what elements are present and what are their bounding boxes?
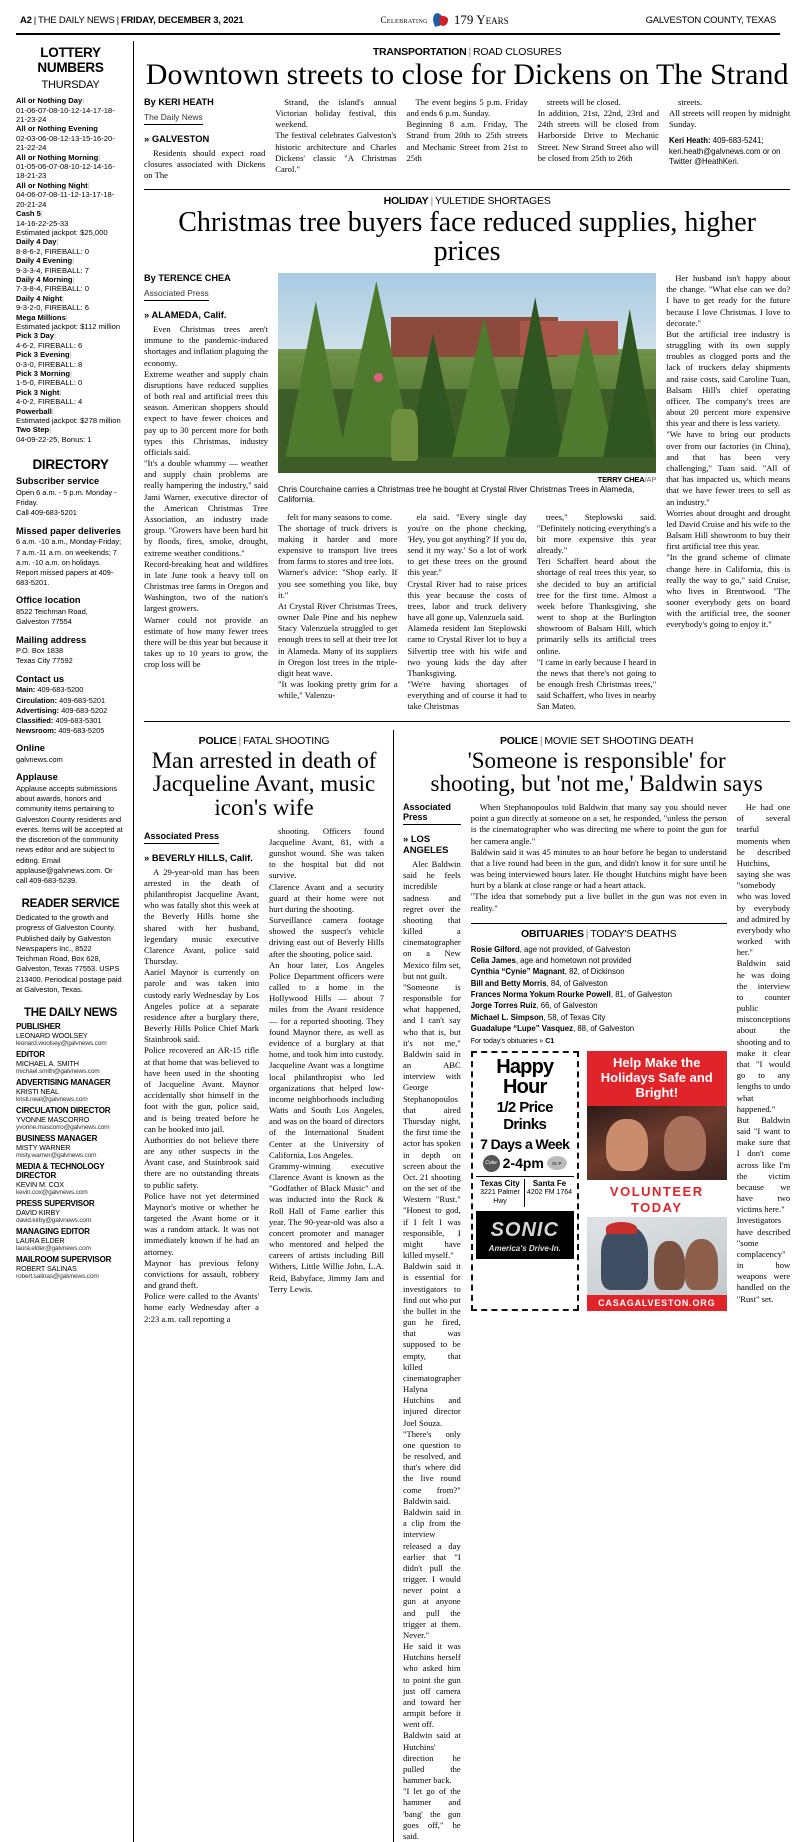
staff-entry: MAILROOM SUPERVISOR ROBERT SALINAS robert.salinas@galvnews.com [16, 1254, 112, 1280]
lottery-item: Pick 3 Morning| 1-5-0, FIREBALL: 0 [16, 369, 83, 388]
dateline: » LOS ANGELES [403, 833, 449, 856]
body-text: He had one of several tearful moments when he described Hutchins, saying she was "somebody who was loved by everybody and admired by everybody who worked with her." Baldwin said he was doing the interview to counter public misconceptions about the shooting and to make it clear that "I would go to any lengths to undo what happened." But Baldwin said "I want to make sure that I don't come across like I'm the victim because we have two victims here." Investigators have described "some complacency" in how weapons were handled on the "Rust" set. [736, 802, 791, 1304]
kicker-avant: POLICE | FATAL SHOOTING [198, 734, 330, 747]
obituaries-jump-link[interactable]: For today's obituaries » C1 [470, 1038, 555, 1046]
story-transportation [144, 46, 790, 190]
dr-pepper-logo-icon: Dr P [547, 1156, 567, 1170]
contact-line: Advertising: 409-683-5202 [16, 705, 108, 715]
phone-advertising[interactable]: 409-683-5202 [61, 705, 108, 715]
casa-photo-family [587, 1217, 727, 1295]
byline-source: The Daily News [144, 112, 203, 125]
ad-location: Santa Fe 4202 FM 1764 [526, 1178, 573, 1197]
story-avant [144, 730, 394, 1842]
column [471, 802, 727, 1842]
body-text: streets. All streets will reopen by midnight Sunday. [669, 96, 791, 130]
reader-service-text: Dedicated to the growth and progress of Galveston County. Published daily by Galveston Newspapers Inc., 8522 Teichman Road, Box 628, Galveston, Texas 77553. USPS 213400. Periodical postage paid at Galveston, Texas. [16, 913, 122, 994]
column [144, 273, 268, 713]
obituaries-list [471, 944, 727, 1034]
casa-cta: VOLUNTEER TODAY [609, 1183, 704, 1215]
staff-entry: EDITOR MICHAEL A. SMITH michael.smith@galvnews.com [16, 1049, 100, 1075]
lottery-list [16, 96, 125, 444]
ads-row [471, 1051, 727, 1311]
directory-entry: Office location 8522 Teichman Road, Galveston 77554 [16, 595, 88, 627]
directory-title: DIRECTORY [32, 457, 109, 473]
page-number: A2 [20, 14, 32, 26]
body-text: trees," Steplowski said. "Definitely noticing everything's a bit more expensive this year already." Teri Schaffert heard about the shortage of real trees this year, so she decided to buy an artificial tree for the first time. Almost a week before Thanksgiving, she went to shop at the Burlington showroom of Balsam Hill, which primarily sells its artificial trees online. "I came in early because I heard in the news that there's not going to be enough fresh Christmas trees," said Schaffert, who lives in nearby San Mateo. [536, 511, 657, 712]
lottery-day: THURSDAY [41, 79, 100, 92]
column [278, 512, 397, 713]
column [669, 97, 790, 182]
phone-main[interactable]: 409-683-5200 [37, 685, 84, 695]
body-text: Alec Baldwin said he feels incredible sadness and regret over the shooting that killed a cinematographer on a New Mexico film set, but not guilt. "Someone is responsible for what happened, and I can't say who that is, but it's not me," Baldwin said in an ABC interview with George Stephanopoulos that aired Thursday night, the first time the actor has spoken in depth on screen about the Oct. 21 shooting on the set of the Western "Rust." "Honest to god, if I felt I was responsible, I might have killed myself." Baldwin said it is essential for investigators to find out who put the bullet in the gun he fired, that was supposed to be empty, that killed cinematographer Halyna Hutchins and injured director Joel Souza. "There's only one question to be resolved, and that's where did the live round come from?" Baldwin said. Baldwin said in a clip from the interview released a day earlier that "I didn't pull the trigger. I would never point a gun at anyone and pull the trigger at them. Never." He said it was Hutchins herself who asked him to point the gun just off camera and toward her armpit before it went off. Baldwin said at Hutchins' direction he pulled the hammer back. "I let go of the hammer and 'bang' the gun goes off," he said. [403, 859, 461, 1841]
obituary-entry[interactable]: Celia James, age and hometown not provided [470, 956, 632, 966]
lottery-item: Daily 4 Evening| 9-3-3-4, FIREBALL: 7 [16, 256, 90, 275]
obituary-entry[interactable]: Frances Norma Yokum Rourke Powell, 81, of Galveston [470, 989, 672, 999]
story-baldwin [394, 730, 790, 1842]
contact-line: Classified: 409-683-5301 [16, 715, 102, 725]
obituary-entry[interactable]: Bill and Betty Morris, 84, of Galveston [470, 978, 608, 988]
lottery-title: LOTTERY NUMBERS [37, 45, 104, 76]
phone-newsroom[interactable]: 409-683-5205 [58, 726, 105, 736]
lottery-item: All or Nothing Evening 02-03-06-08-12-13-15-16-20-21-22-24 [16, 124, 115, 153]
lottery-item: Pick 3 Evening| 0-3-0, FIREBALL: 8 [16, 350, 83, 369]
staff-entry: CIRCULATION DIRECTOR YVONNE MASCORRO yvonne.mascorro@galvnews.com [16, 1105, 111, 1131]
masthead-center [381, 12, 509, 28]
phone-classified[interactable]: 409-683-5301 [55, 715, 102, 725]
byline: By TERENCE CHEA [144, 273, 231, 284]
kicker-transportation: TRANSPORTATION | ROAD CLOSURES [372, 46, 562, 58]
staff-entry: MEDIA & TECHNOLOGY DIRECTOR KEVIN M. COX kevin.cox@galvnews.com [16, 1161, 105, 1196]
body-text: When Stephanopoulos told Baldwin that many say you should never point a gun directly at someone on a set, he responded, "unless the person is the cinematographer who was directing me where to point the gun for her camera angle." Baldwin said it was 45 minutes to an hour before he began to understand that a live round had been in the gun, and didn't know it for sure until he was being interviewed hours later. He thought Hutchins might have been hurt by a blank at close range or had a heart attack. "The idea that somebody put a live bullet in the gun was not even in reality." [470, 802, 727, 913]
ad-location: Texas City 3221 Palmer Hwy [476, 1179, 526, 1207]
body-text: Her husband isn't happy about the change. "What else can we do? I have to get ready for the future because I love Christmas. I love to decorate." But the artificial tree industry is struggling with its own supply troubles as clogged ports and the lack of truckers delay shipments and raise costs, said Caroline Tuan, Balsam Hill's chief operating officer. The company's trees are about 20 percent more expensive this year and there is less variety. "We have to bring our products over from our factories (in China), and that has been very challenging," Tuan said. "All of that has impacted us, which means that we have fewer trees to sell as an industry." Worries about drought and drought led David Cruise and his wife to the Balsam Hill showroom to buy their first artificial tree this year. "In the grand scheme of climate change here in California, this is really the way to go," said Cruise, who lives in Brentwood. "The sooner everybody gets on board with the artificial tree, the sooner everybody's going to enjoy it." [666, 273, 791, 630]
lottery-item: Daily 4 Morning| 7-3-8-4, FIREBALL: 0 [16, 274, 90, 294]
dateline: » ALAMEDA, Calif. [144, 309, 227, 321]
reporter-contact: Keri Heath: 409-683-5241; keri.heath@galvnews.com or on Twitter @HeathKeri. [669, 136, 781, 166]
headline-avant[interactable]: Man arrested in death of Jacqueline Avant, music icon's wife [151, 747, 377, 821]
lottery-item: Pick 3 Night| 4-0-2, FIREBALL: 4 [16, 387, 83, 407]
body-text: Residents should expect road closures associated with Dickens on The [144, 147, 266, 181]
story-holiday [144, 195, 790, 721]
body-text: The event begins 5 p.m. Friday and ends 6 p.m. Sunday. Beginning 8 a.m. Friday, The Strand from 20th to 25th streets and Mechanic Street from 21st to 25th [406, 96, 528, 163]
byline-source: Associated Press [144, 831, 219, 844]
obituaries-block [471, 923, 727, 1045]
headline-baldwin[interactable]: 'Someone is responsible' for shooting, but 'not me,' Baldwin says [430, 747, 763, 797]
staff-entry: ADVERTISING MANAGER KRISTI NEAL kristi.neal@galvnews.com [16, 1077, 111, 1103]
body-text: ela said. "Every single day you're on the phone checking, 'Hey, you got anything?' If you do, send it my way.' So a lot of work to get these trees on the ground this year." Crystal River had to raise prices this year because the costs of trees, labor and truck delivery have all gone up, Valenzuela said. Alameda resident Ian Steplowski came to Crystal River lot to buy a Silvertip tree with his wife and two young kids the day after Thanksgiving. "We're having shortages of everything and of course it had to take Christmas [407, 511, 527, 712]
kicker-holiday: HOLIDAY | YULETIDE SHORTAGES [383, 195, 551, 208]
masthead-region: GALVESTON COUNTY, TEXAS [645, 14, 776, 26]
column [269, 826, 384, 1325]
galvnews-logo-icon [433, 13, 449, 27]
staff-entry: MANAGING EDITOR LAURA ELDER laura.elder@galvnews.com [16, 1226, 91, 1252]
kicker-obituaries: OBITUARIES | TODAY'S DEATHS [521, 927, 677, 940]
byline-source: Associated Press [144, 288, 209, 301]
body-text: Strand, the island's annual Victorian holiday festival, this weekend. The festival celebrates Galveston's historic architecture and Charles Dickens' classic "A Christmas Carol." [275, 96, 397, 174]
headline-transportation[interactable]: Downtown streets to close for Dickens on The Strand [145, 58, 789, 91]
online-block: Online galvnews.com [16, 743, 125, 765]
photo-column [278, 273, 656, 713]
contact-line: Newsroom: 409-683-5205 [16, 726, 105, 736]
ad-sonic-happy-hour[interactable]: Happy Hour 1/2 Price Drinks 7 Days a Week Coke 2-4pm Dr P Texas City 3221 Palmer Hwy Santa Fe 4202 FM 1764 SONIC America's Drive-In. [471, 1051, 579, 1311]
lottery-item: Daily 4 Day| 8-8-6-2, FIREBALL: 0 [16, 237, 90, 256]
column [407, 512, 526, 713]
column [538, 97, 659, 182]
body-text: shooting. Officers found Jacqueline Avant, 81, with a gunshot wound. She was taken to the hospital but did not survive. Clarence Avant and a security guard at their home were not hurt during the shooting. Surveillance camera footage showed the suspect's vehicle driving east out of Beverly Hills after the shooting, police said. An hour later, Los Angeles Police Department officers were called to a home in the Hollywood Hills — about 7 miles from the Avant residence — for a reported shooting. They found Maynor there, as well as evidence of a burglary at that home, and took him into custody. Jacqueline Avant was a longtime local philanthropist who led organizations that helped low-income neighborhoods including Watts and South Los Angeles, and was on the board of directors of the International Student Center at the University of California, Los Angeles. Grammy-winning executive Clarence Avant is known as the "Godfather of Black Music" and was inducted into the Rock & Roll Hall of Fame earlier this year. The 90-year-old was also a concert promoter and manager who mentored and helped the careers of artists including Bill Withers, Little Willie John, L.A. Reid, Babyface, Jimmy Jam and Terry Lewis. [269, 825, 384, 1294]
lottery-item: Pick 3 Day| 4-6-2, FIREBALL: 6 [16, 331, 83, 350]
obituary-entry[interactable]: Michael L. Simpson, 58, of Texas City [470, 1012, 606, 1022]
ad-casa-galveston[interactable]: Help Make the Holidays Safe and Bright! VOLUNTEER TODAY CASAGALVESTON.ORG [587, 1051, 727, 1311]
directory-entry: Missed paper deliveries 6 a.m. -10 a.m., Monday-Friday; 7 a.m.-11 a.m. on weekends; 7 a.m. -10 a.m. on holidays. Report missed papers at 409-683-5201. [16, 525, 122, 588]
casa-url[interactable]: CASAGALVESTON.ORG [587, 1295, 727, 1311]
website-link[interactable]: galvnews.com [16, 755, 63, 765]
left-rail [16, 41, 134, 1842]
masthead [16, 0, 780, 35]
byline: By KERI HEATH [144, 96, 214, 107]
coca-cola-logo-icon: Coke [483, 1155, 500, 1172]
column [737, 802, 790, 1842]
celebrating-label: Celebrating [380, 15, 428, 25]
body-text: streets will be closed. In addition, 21st, 22nd, 23rd and 24th streets will be closed from Harborside Drive to Mechanic Street. New Strand Street also will be closed from 25th to 26th [537, 96, 659, 163]
masthead-left: A2 | THE DAILY NEWS | FRIDAY, DECEMBER 3, 2021 [20, 14, 244, 26]
staff-list [16, 1022, 125, 1280]
lottery-item: All or Nothing Night| 04-06-07-08-11-12-13-17-18-20-21-24 [16, 180, 115, 209]
lottery-item: Cash 5| 14-16-22-25-33 Estimated jackpot: $25,000 [16, 209, 108, 237]
staff-entry: PUBLISHER LEONARD WOOLSEY leonard.woolsey@galvnews.com [16, 1021, 107, 1047]
obituary-entry[interactable]: Cynthia “Cynie” Magnant, 82, of Dickinson [470, 967, 625, 977]
column [537, 512, 656, 713]
column [407, 97, 528, 182]
sonic-logo-icon: SONIC America's Drive-In. [476, 1211, 574, 1259]
obituary-entry[interactable]: Guadalupe “Lupe” Vasquez, 88, of Galveston [470, 1023, 635, 1033]
issue-date: FRIDAY, DECEMBER 3, 2021 [120, 14, 244, 26]
contact-line: Main: 409-683-5200 [16, 685, 84, 695]
column [144, 97, 265, 182]
contact-block: Contact us Main: 409-683-5200 Circulation: 409-683-5201 Advertising: 409-683-5202 Classified: 409-683-5301 Newsroom: 409-683-5205 [16, 674, 125, 737]
lottery-item: Mega Millions| Estimated jackpot: $112 million [16, 312, 121, 331]
photo-credit: TERRY CHEA/AP [597, 475, 657, 485]
lottery-item: All or Nothing Morning| 01-05-06-07-08-10-12-14-16-18-21-23 [16, 152, 115, 181]
reader-service-title: READER SERVICE [21, 898, 120, 911]
obituary-entry[interactable]: Jorge Torres Ruiz, 66, of Galveston [470, 1001, 598, 1011]
byline-source: Associated Press [403, 802, 461, 825]
obituary-entry[interactable]: Rosie Gilford, age not provided, of Galveston [470, 944, 631, 954]
dateline: » BEVERLY HILLS, Calif. [144, 851, 253, 863]
column [403, 802, 461, 1842]
body-text: Even Christmas trees aren't immune to the pandemic-induced shortages and inflation plaguing the economy. Extreme weather and supply chain disruptions have reduced supplies of both real and artificial trees this season. American shoppers should expect to have fewer choices and pay up to 30 percent more for both types this Christmas, industry officials said. "It's a double whammy — weather and supply chain problems are really hampering the industry," said Jami Warner, executive director of the American Christmas Tree Association, an industry trade group. "Growers have been hard hit by floods, fires, smoke, drought, extreme weather conditions." Record-breaking heat and wildfires in late June took a heavy toll on Christmas tree farms in Oregon and Washington, two of the nation's largest growers. Warner could not provide an estimate of how many fewer trees there will be this year but because it takes up to 10 years to grow, the crop loss will be [144, 324, 268, 670]
column [666, 273, 790, 713]
casa-photo-sparklers [587, 1106, 727, 1180]
column [275, 97, 396, 182]
lottery-item: Two Step| 04-09-22-25, Bonus: 1 [16, 425, 92, 444]
directory-entry: Subscriber service Open 6 a.m. - 5 p.m. Monday -Friday. Call 409-683-5201 [16, 476, 117, 518]
photo-caption: Chris Courchaine carries a Christmas tree he bought at Crystal River Christmas Trees in Alameda, California. [278, 485, 635, 505]
headline-holiday[interactable]: Christmas tree buyers face reduced supplies, higher prices [178, 207, 756, 268]
lottery-item: All or Nothing Day| 01-06-07-08-10-12-14-17-18-21-23-24 [16, 96, 115, 125]
column [144, 826, 259, 1325]
paper-name: THE DAILY NEWS [38, 14, 115, 26]
staff-entry: PRESS SUPERVISOR DAVID KIRBY david.kirby@galvnews.com [16, 1198, 95, 1224]
phone-circulation[interactable]: 409-683-5201 [59, 695, 106, 705]
lottery-item: Daily 4 Night| 9-3-2-0, FIREBALL: 6 [16, 293, 90, 313]
dateline: » GALVESTON [144, 132, 210, 144]
contact-line: Circulation: 409-683-5201 [16, 695, 106, 705]
body-text: felt for many seasons to come. The shortage of truck drivers is making it harder and more expensive to transport live trees from farms to stores and tree lots. Warner's advice: "Shop early. If you see something you like, buy it." At Crystal River Christmas Trees, owner Dale Pine and his nephew Stacy Valenzuela struggled to get enough trees to sell at their tree lot in Alameda. Many of its suppliers in Oregon lost trees in the triple-digit heat wave. "It was looking pretty grim for a while," Valenzu- [278, 511, 398, 701]
story-photo [278, 273, 656, 473]
kicker-baldwin: POLICE | MOVIE SET SHOOTING DEATH [499, 734, 694, 747]
years-label: 179 Years [453, 12, 509, 27]
staff-title: THE DAILY NEWS [24, 1006, 117, 1019]
applause-block: Applause Applause accepts submissions about awards, honors and community items pertaining to Galveston County residents and events. Items will be accepted at the discretion of the community news editor and are subject to editing. Email applause@galvnews.com. Or call 409-683-5239. [16, 772, 123, 885]
lottery-item: Powerball| Estimated jackpot: $278 million [16, 406, 121, 426]
directory-entry: Mailing address P.O. Box 1838 Texas City 77592 [16, 634, 87, 666]
body-text: A 29-year-old man has been arrested in the death of philanthropist Jacqueline Avant, who was fatally shot this week at the Beverly Hills home she shared with her husband, legendary music executive Clarence Avant, police said Thursday. Aariel Maynor is currently on parole and was taken into custody early Wednesday by Los Angeles police at a separate residence after a burglary there, Beverly Hills Police Chief Mark Stainbrook said. Police recovered an AR-15 rifle at that home that was believed to have been used in the shooting of Jacqueline Avant. Maynor accidentally shot himself in the foot with the gun, police said, and is being treated before he can be booked into jail. Authorities do not believe there are any other suspects in the Avant case, and Stainbrook said there are no outstanding threats to public safety. Police have not yet determined Maynor's motive or whether he targeted the Avant home or it was a random attack. It was not immediately known if he had an attorney. Maynor has previous felony convictions for assault, robbery and grand theft. Police were called to the Avants' home early Wednesday after a 2:23 a.m. call reporting a [144, 866, 259, 1324]
main-content [134, 41, 790, 1842]
staff-entry: BUSINESS MANAGER MISTY WARNER misty.warner@galvnews.com [16, 1133, 98, 1159]
